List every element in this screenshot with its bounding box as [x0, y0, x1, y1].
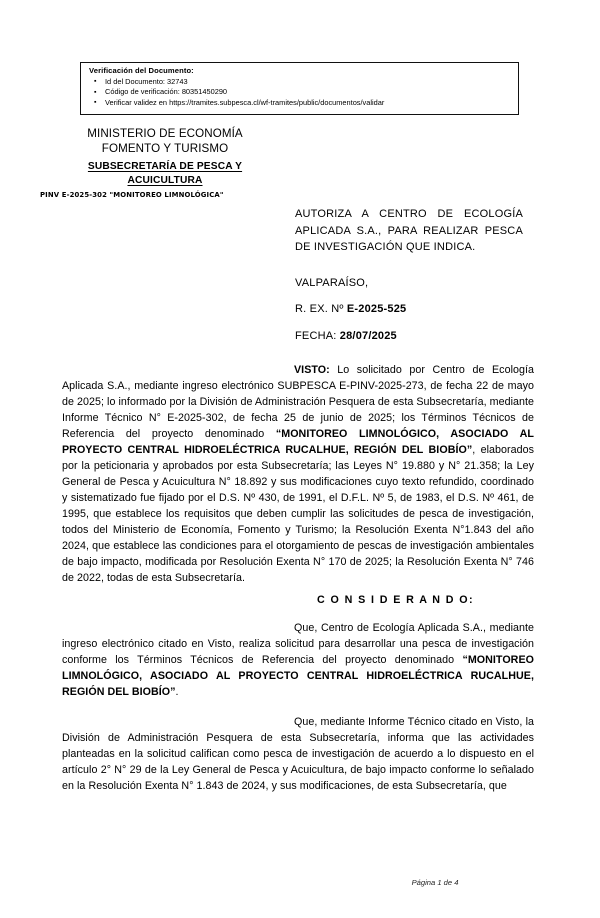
bullet-icon: ▪	[94, 99, 97, 107]
verification-item-id	[94, 76, 512, 87]
considerando-heading: C O N S I D E R A N D O:	[317, 594, 474, 606]
date-line	[295, 330, 397, 342]
verification-item-text: Código de verificación: 80351450290	[105, 87, 228, 97]
verification-title: Verificación del Documento:	[89, 66, 194, 75]
resolution-subject: AUTORIZA A CENTRO DE ECOLOGÍA APLICADA S.A., PARA REALIZAR PESCA DE INVESTIGACIÓN QUE INDICA.	[295, 208, 523, 253]
spacer	[62, 700, 534, 714]
subsecretaria-heading	[40, 160, 290, 187]
verification-item-code	[94, 87, 512, 97]
visto-heading: VISTO:	[294, 364, 330, 376]
verification-item-url	[94, 97, 512, 108]
place-label: VALPARAÍSO,	[295, 277, 369, 289]
project-code-label: PINV E-2025-302 "MONITOREO LIMNOLÓGICA"	[40, 190, 224, 199]
verification-list	[87, 78, 512, 107]
considerando-1-text-1: Que, Centro de Ecología Aplicada S.A., mediante ingreso electrónico citado en Visto, realiza solicitud para desarrollar una pesca de investigación conforme los Términos Técnicos de Referencia del proyecto denominado	[62, 622, 534, 666]
date-label: FECHA:	[295, 330, 340, 342]
visto-text-1: Lo solicitado por Centro de Ecología Aplicada S.A., mediante ingreso electrónico SUBPESCA E-PINV-2025-273, de fecha 22 de mayo de 2025; lo informado por la División de Administración Pesquera de esta Subsecretaría, mediante Informe Técnico N° E-2025-302, de fecha 25 de junio de 2025; los Términos Técnicos de Referencia del proyecto denominado	[62, 364, 534, 440]
visto-text-2: , elaborados por la peticionaria y aprobados por esta Subsecretaría; las Leyes N° 19.880 y N° 21.358; la Ley General de Pesca y Acuicultura N° 18.892 y sus modificaciones cuyo texto refundido, coordinado y sistematizado fue fijado por el D.S. Nº 430, de 1991, el D.F.L. Nº 5, de 1983, el D.S. Nº 461, de 1995, que establece los requisitos que deben cumplir las solicitudes de pesca de investigación, todos del Ministerio de Economía, Fomento y Turismo; la Resolución Exenta N°1.843 del año 2024, que establece las condiciones para el otorgamiento de pescas de investigación ambientales de bajo impacto, modificada por Resolución Exenta N° 170 de 2025; la Resolución Exenta N° 746 de 2022, todas de esta Subsecretaría.	[62, 444, 534, 584]
subsecretaria-line-2: ACUICULTURA	[127, 174, 203, 186]
spacer	[62, 606, 534, 620]
ministry-line-1: MINISTERIO DE ECONOMÍA	[87, 127, 243, 140]
document-body	[62, 362, 534, 794]
bullet-icon: ▪	[94, 78, 97, 86]
considerando-2-text: Que, mediante Informe Técnico citado en Visto, la División de Administración Pesquera de esta Subsecretaría, informa que las actividades planteadas en la solicitud califican como pesca de investigación de acuerdo a lo dispuesto en el artículo 2° N° 29 de la Ley General de Pesca y Acuicultura, de bajo impacto conforme lo señalado en la Resolución Exenta N° 1.843 de 2024, y sus modificaciones, de esta Subsecretaría, que	[62, 716, 534, 792]
verification-item-text: Verificar validez en https://tramites.subpesca.cl/wf-tramites/public/documentos/validar	[105, 97, 385, 107]
paragraph-visto	[62, 362, 534, 586]
page-footer	[0, 878, 600, 887]
paragraph-considerando-1	[62, 620, 534, 700]
date-value: 28/07/2025	[339, 330, 397, 342]
resolution-number: E-2025-525	[346, 303, 407, 315]
resolution-number-line	[295, 303, 406, 315]
considerando-1-project-name: “MONITOREO LIMNOLÓGICO, ASOCIADO AL PROYECTO CENTRAL HIDROELÉCTRICA RUCALHUE, REGIÓN DEL BIOBÍO”	[62, 654, 534, 698]
resolution-label: R. EX. Nº	[295, 303, 347, 315]
paragraph-considerando-2	[62, 714, 534, 794]
ministry-heading	[40, 126, 290, 157]
page-number: Página 1 de 4	[411, 878, 459, 887]
ministry-line-2: FOMENTO Y TURISMO	[101, 142, 229, 156]
considerando-1-text-2: .	[175, 686, 179, 698]
bullet-icon: ▪	[94, 88, 97, 96]
visto-project-name: “MONITOREO LIMNOLÓGICO, ASOCIADO AL PROYECTO CENTRAL HIDROELÉCTRICA RUCALHUE, REGIÓN DEL BIOBÍO”	[62, 428, 534, 456]
verification-box	[80, 62, 519, 115]
verification-item-text: Id del Documento: 32743	[105, 76, 188, 86]
subsecretaria-line-1: SUBSECRETARÍA DE PESCA Y	[87, 161, 243, 172]
